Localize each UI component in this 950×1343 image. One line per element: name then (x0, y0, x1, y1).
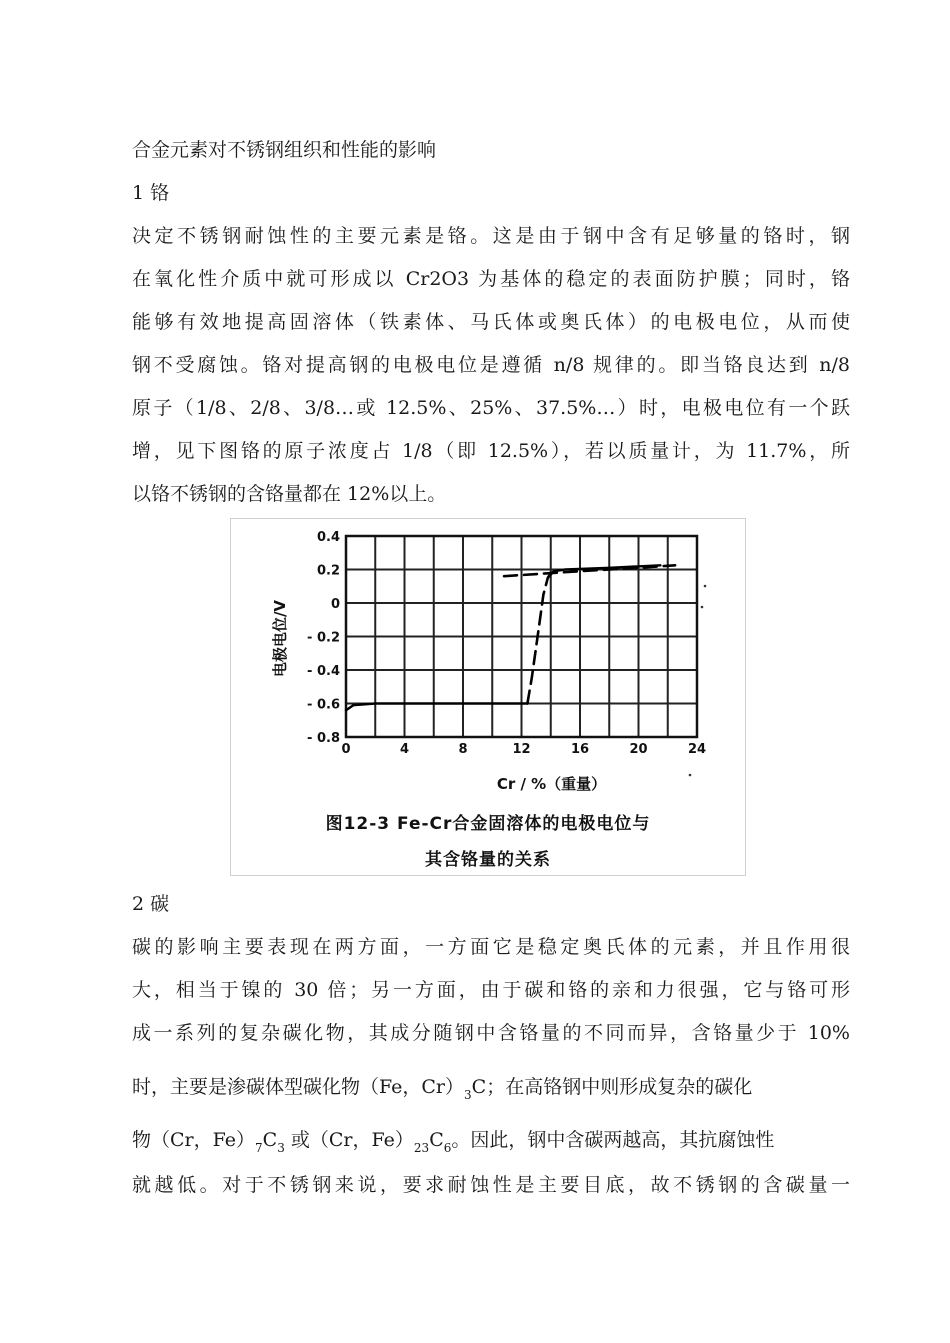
s1-line-5: 原子（1/8、2/8、3/8…或 12.5%、25%、37.5%…）时，电极电位有一个跃 (132, 397, 850, 419)
s2-line-5-text-d: 或（Cr，Fe） (284, 1129, 414, 1151)
y-tick-label: - 0.4 (307, 664, 340, 679)
s2-line-4-subscript: 3 (464, 1088, 472, 1102)
s1-line-3: 能够有效地提高固溶体（铁素体、马氏体或奥氏体）的电极电位，从而使 (132, 311, 850, 333)
scan-speck (704, 585, 707, 588)
x-tick-label: 16 (570, 742, 590, 757)
s2-line-4 (132, 1075, 850, 1102)
s2-line-5 (132, 1128, 850, 1155)
doc-title: 合金元素对不锈钢组织和性能的影响 (132, 139, 437, 161)
s2-line-4-text-a: 时，主要是渗碳体型碳化物（Fe，Cr） (132, 1076, 465, 1098)
series-line-low (346, 704, 527, 711)
x-tick-label: 12 (512, 742, 531, 757)
x-tick-label: 0 (341, 742, 351, 757)
scan-speck (689, 774, 692, 777)
s1-line-1: 决定不锈钢耐蚀性的主要元素是铬。这是由于钢中含有足够量的铬时，钢 (132, 225, 850, 247)
x-tick-label: 8 (458, 742, 468, 757)
y-tick-label: 0.2 (316, 563, 340, 579)
figure-12-3 (230, 518, 746, 876)
s2-line-5-text-c: C (262, 1129, 278, 1151)
s2-line-2: 大，相当于镍的 30 倍；另一方面，由于碳和铬的亲和力很强，它与铬可形 (132, 979, 850, 1001)
series-line-jump (527, 573, 550, 704)
section-1-heading: 1 铬 (132, 182, 170, 204)
x-tick-label: 24 (687, 742, 707, 757)
x-tick-label: 4 (399, 742, 410, 757)
figure-caption-line-1: 图12-3 Fe-Cr合金固溶体的电极电位与 (325, 814, 651, 834)
s1-line-4: 钢不受腐蚀。铬对提高钢的电极电位是遵循 n/8 规律的。即当铬良达到 n/8 (132, 354, 850, 376)
s2-line-5-text-e: C (429, 1129, 444, 1151)
s2-line-1: 碳的影响主要表现在两方面，一方面它是稳定奥氏体的元素，并且作用很 (132, 936, 850, 958)
series-line-trend (504, 565, 675, 576)
s2-line-3: 成一系列的复杂碳化物，其成分随钢中含铬量的不同而异，含铬量少于 10% (132, 1022, 850, 1044)
s1-line-6: 增，见下图铬的原子浓度占 1/8（即 12.5%），若以质量计，为 11.7%，所 (132, 440, 850, 462)
s1-line-7: 以铬不锈钢的含铬量都在 12%以上。 (132, 483, 447, 505)
y-axis-title: 电极电位/V (271, 599, 289, 678)
x-axis-title: Cr / %（重量） (496, 775, 607, 793)
s2-line-4-text-b: C；在高铬钢中则形成复杂的碳化 (471, 1076, 753, 1098)
y-tick-label: - 0.6 (307, 697, 340, 713)
s2-line-5-text-f: 。因此，钢中含碳两越高，其抗腐蚀性 (451, 1129, 775, 1151)
section-2-heading: 2 碳 (132, 893, 170, 915)
s2-line-5-sub-3: 23 (413, 1141, 430, 1155)
s2-line-6: 就越低。对于不锈钢来说，要求耐蚀性是主要目底，故不锈钢的含碳量一 (132, 1174, 850, 1196)
y-tick-label: 0.4 (316, 530, 340, 545)
figure-caption-line-2: 其含铬量的关系 (425, 850, 551, 870)
s2-line-5-sub-2: 3 (277, 1141, 285, 1155)
y-tick-label: - 0.2 (307, 630, 340, 646)
x-tick-label: 20 (629, 742, 648, 757)
s2-line-5-text-a: 物（Cr，Fe） (132, 1129, 256, 1151)
scan-speck (701, 606, 704, 609)
y-tick-label: - 0.8 (307, 731, 340, 746)
s1-line-2: 在氧化性介质中就可形成以 Cr2O3 为基体的稳定的表面防护膜；同时，铬 (132, 268, 850, 290)
s2-line-5-sub-4: 6 (443, 1141, 452, 1155)
y-tick-label: 0 (330, 597, 340, 612)
s2-line-5-sub-1: 7 (255, 1141, 263, 1155)
